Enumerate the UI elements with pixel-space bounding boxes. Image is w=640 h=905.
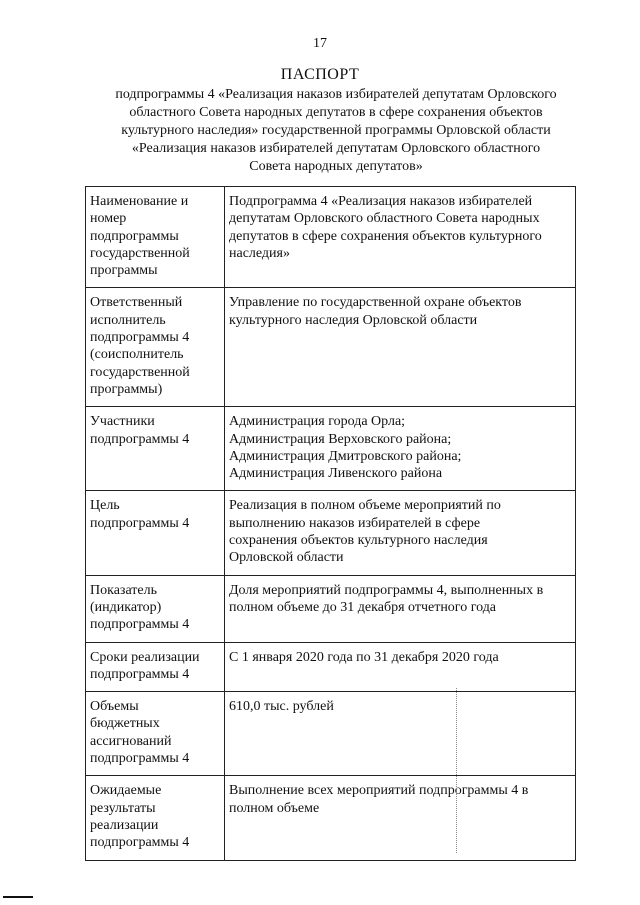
passport-table bbox=[85, 186, 576, 861]
row-value: Доля мероприятий подпрограммы 4, выполненных в полном объеме до 31 декабря отчетного года bbox=[225, 575, 576, 642]
row-value: 610,0 тыс. рублей bbox=[225, 692, 576, 776]
table-row bbox=[86, 692, 576, 776]
row-label: Ожидаемые результаты реализации подпрограммы 4 bbox=[86, 776, 225, 860]
row-label: Объемы бюджетных ассигнований подпрограммы 4 bbox=[86, 692, 225, 776]
row-label: Участники подпрограммы 4 bbox=[86, 407, 225, 491]
row-value: Администрация города Орла; Администрация Верховского района; Администрация Дмитровского района; Администрация Ливенского района bbox=[225, 407, 576, 491]
row-label: Цель подпрограммы 4 bbox=[86, 491, 225, 575]
page-number: 17 bbox=[313, 36, 327, 51]
table-row bbox=[86, 575, 576, 642]
row-value: Реализация в полном объеме мероприятий по выполнению наказов избирателей в сфере сохранения объектов культурного наследия Орловской области bbox=[225, 491, 576, 575]
table-row bbox=[86, 288, 576, 407]
row-label: Сроки реализации подпрограммы 4 bbox=[86, 642, 225, 692]
row-value: Управление по государственной охране объектов культурного наследия Орловской области bbox=[225, 288, 576, 407]
document-subtitle: подпрограммы 4 «Реализация наказов избирателей депутатам Орловского областного Совета народных депутатов в сфере сохранения объектов культурного наследия» государственной программы Орловской области «Реализация наказов избирателей депутатам Орловского областного Совета народных депутатов» bbox=[115, 87, 557, 174]
row-label: Показатель (индикатор) подпрограммы 4 bbox=[86, 575, 225, 642]
table-row bbox=[86, 642, 576, 692]
row-value: Выполнение всех мероприятий подпрограммы 4 в полном объеме bbox=[225, 776, 576, 860]
document-title: ПАСПОРТ bbox=[280, 66, 360, 83]
table-row bbox=[86, 407, 576, 491]
table-row bbox=[86, 491, 576, 575]
row-label: Ответственный исполнитель подпрограммы 4 (соисполнитель государственной программы) bbox=[86, 288, 225, 407]
table-row bbox=[86, 776, 576, 860]
table-row bbox=[86, 187, 576, 288]
scan-artifact-line bbox=[456, 688, 457, 853]
row-value: Подпрограмма 4 «Реализация наказов избирателей депутатам Орловского областного Совета народных депутатов в сфере сохранения объектов культурного наследия» bbox=[225, 187, 576, 288]
row-label: Наименование и номер подпрограммы государственной программы bbox=[86, 187, 225, 288]
scan-artifact-mark bbox=[3, 896, 33, 898]
row-value: С 1 января 2020 года по 31 декабря 2020 года bbox=[225, 642, 576, 692]
